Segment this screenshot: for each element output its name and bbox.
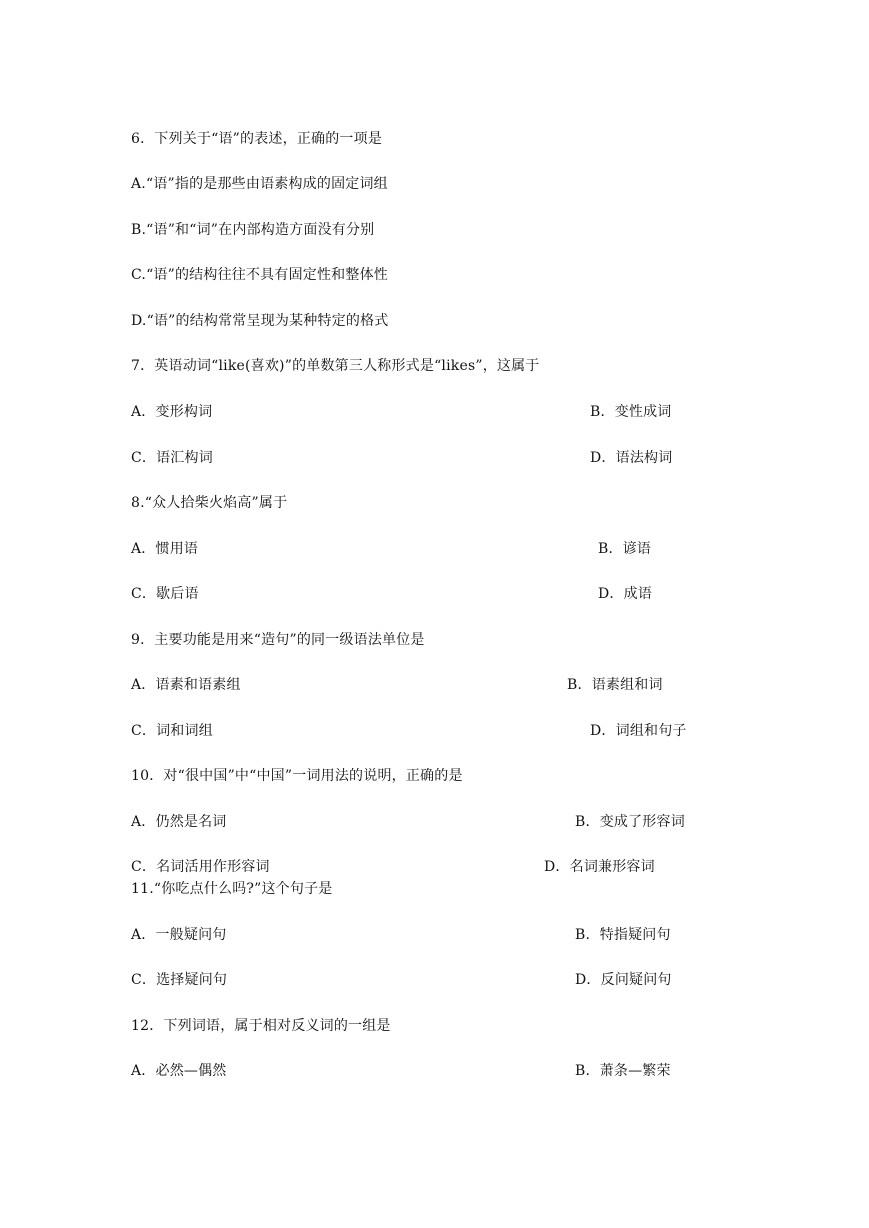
question-11-stem: 11.“你吃点什么吗?”这个句子是 xyxy=(131,881,333,897)
question-12-option-a: A．必然—偶然 xyxy=(131,1063,227,1079)
question-10-option-b: B．变成了形容词 xyxy=(575,814,685,830)
question-6-option-d: D.“语”的结构常常呈现为某种特定的格式 xyxy=(131,313,389,329)
question-11-option-b: B．特指疑问句 xyxy=(575,927,671,943)
question-10-option-c: C．名词活用作形容词 xyxy=(131,859,270,875)
question-9-option-b: B．语素组和词 xyxy=(567,677,663,693)
question-10-option-a: A．仍然是名词 xyxy=(131,814,227,830)
question-7-stem: 7．英语动词“like(喜欢)”的单数第三人称形式是“likes”，这属于 xyxy=(131,358,540,374)
question-9-option-c: C．词和词组 xyxy=(131,723,213,739)
question-6-option-b: B.“语”和“词”在内部构造方面没有分别 xyxy=(131,222,375,238)
question-12-option-b: B．萧条—繁荣 xyxy=(575,1063,671,1079)
question-8-option-c: C．歇后语 xyxy=(131,586,199,602)
question-9-option-a: A．语素和语素组 xyxy=(131,677,241,693)
question-11-option-d: D．反问疑问句 xyxy=(575,972,672,988)
question-9-option-d: D．词组和句子 xyxy=(590,723,687,739)
question-12-stem: 12．下列词语，属于相对反义词的一组是 xyxy=(131,1018,391,1034)
question-7-option-c: C．语汇构词 xyxy=(131,450,213,466)
question-6-option-c: C.“语”的结构往往不具有固定性和整体性 xyxy=(131,267,388,283)
question-10-stem: 10．对“很中国”中“中国”一词用法的说明，正确的是 xyxy=(131,768,463,784)
question-11-option-a: A．一般疑问句 xyxy=(131,927,227,943)
question-7-option-d: D．语法构词 xyxy=(590,450,673,466)
question-10-option-d: D．名词兼形容词 xyxy=(544,859,655,875)
question-6-option-a: A.“语”指的是那些由语素构成的固定词组 xyxy=(131,176,388,192)
question-8-option-b: B．谚语 xyxy=(598,541,652,557)
question-7-option-b: B．变性成词 xyxy=(590,404,672,420)
question-8-stem: 8.“众人拾柴火焰高”属于 xyxy=(131,495,288,511)
question-6-stem: 6．下列关于“语”的表述，正确的一项是 xyxy=(131,131,383,147)
question-11-option-c: C．选择疑问句 xyxy=(131,972,228,988)
question-7-option-a: A．变形构词 xyxy=(131,404,213,420)
question-8-option-a: A．惯用语 xyxy=(131,541,199,557)
question-9-stem: 9．主要功能是用来“造句”的同一级语法单位是 xyxy=(131,632,425,648)
question-8-option-d: D．成语 xyxy=(598,586,653,602)
